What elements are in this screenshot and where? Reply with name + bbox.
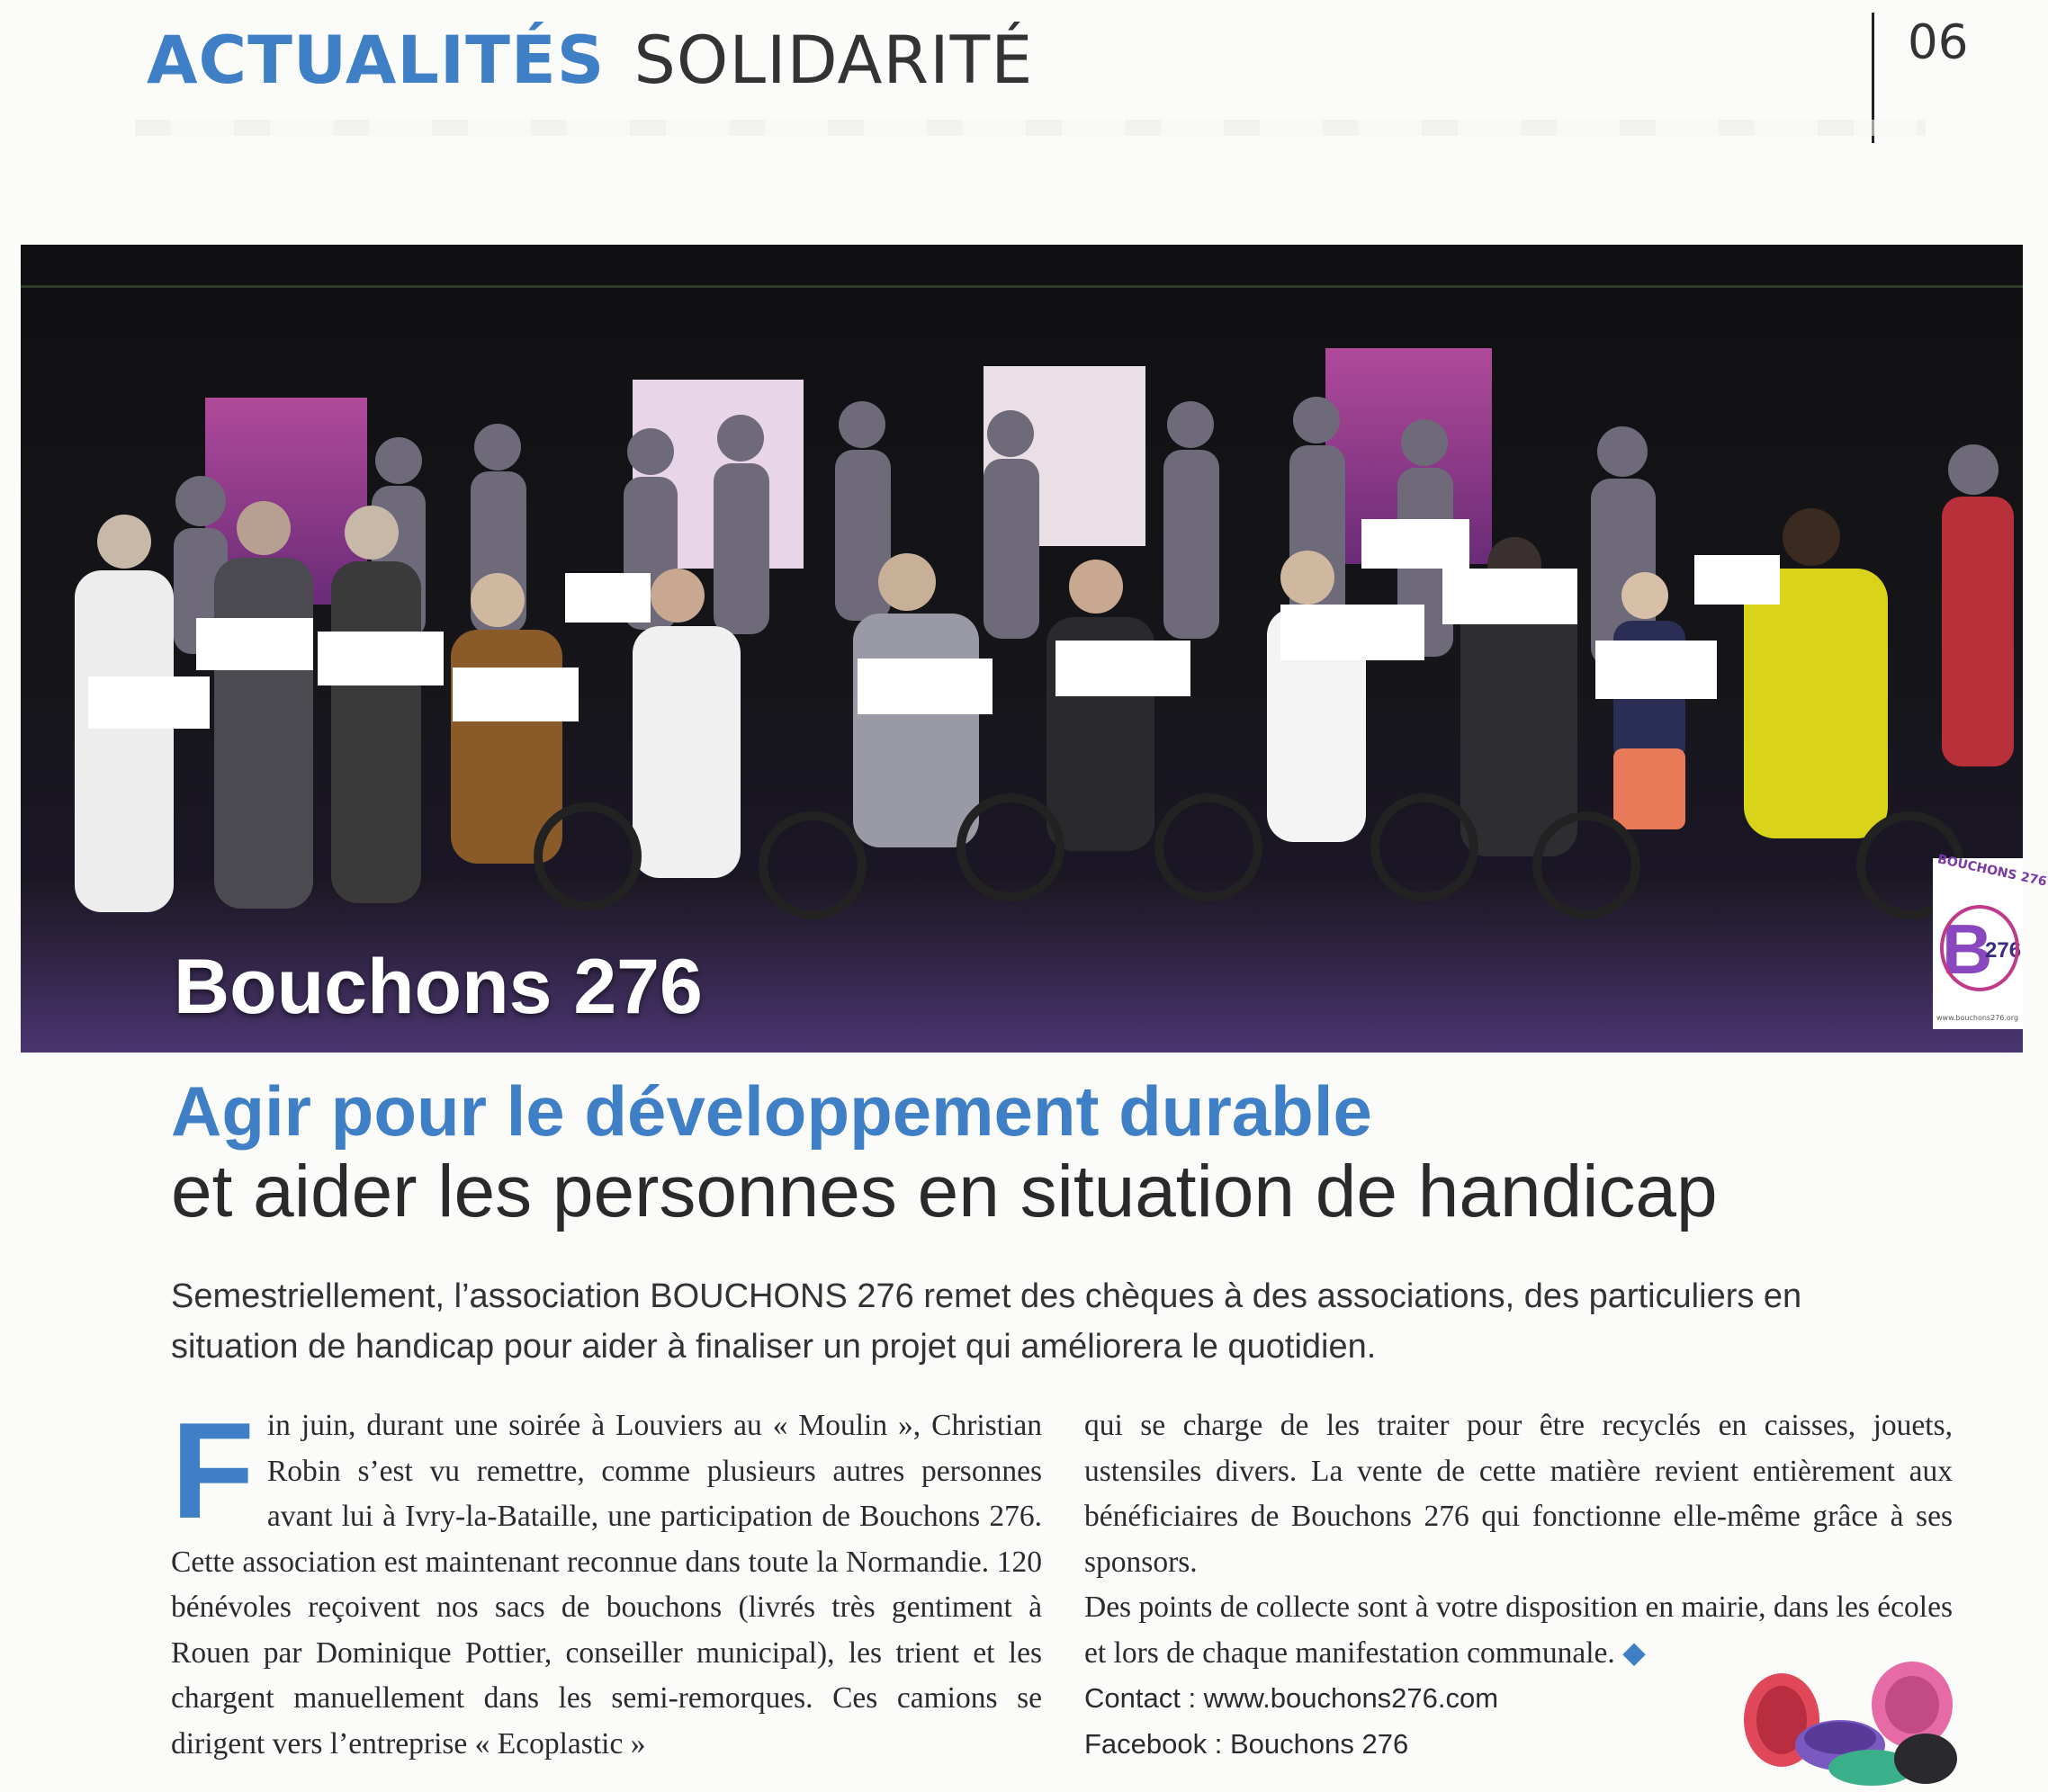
facebook-line[interactable]: Facebook : Bouchons 276: [1084, 1727, 1409, 1760]
bottle-caps-illustration: [1728, 1655, 1962, 1786]
stage-edge-line: [21, 285, 2023, 288]
section-keyword: ACTUALITÉS: [147, 22, 606, 99]
bouchons-276-logo: [1933, 852, 2048, 1029]
svg-text:276: 276: [1985, 938, 2022, 963]
page-number: 06: [1908, 15, 1969, 70]
article-intro: Semestriellement, l’association BOUCHONS 276 remet des chèques à des associations, des particuliers en situation de handicap pour aider à finaliser un projet qui améliorera le quotidien.: [171, 1277, 1802, 1366]
article-body-left: in juin, durant une soirée à Louviers au « Moulin », Christian Robin s’est vu remettre, comme plusieurs autres personnes avant lui à Ivry-la-Bataille, une participation de Bouchons 276. Cette association est maintenant reconnue dans toute la Normandie. 120 bénévoles reçoivent nos sacs de bouchons (livrés très gentiment à Rouen par Dominique Pottier, conseiller municipal), les trient et les chargent manuellement dans les semi-remorques. Ces camions se dirigent vers l’entreprise « Ecoplastic »: [171, 1409, 1042, 1761]
article-body-right-paragraph: Des points de collecte sont à votre disposition en mairie, dans les écoles et lors de chaque manifestation communale.: [1084, 1590, 1953, 1670]
show-through-text: [135, 120, 1926, 136]
section-subtitle: SOLIDARITÉ: [633, 22, 1034, 99]
logo-url: www.bouchons276.org: [1936, 1014, 2019, 1022]
section-title: [147, 16, 1033, 106]
article-subheadline: et aider les personnes en situation de handicap: [171, 1151, 1718, 1232]
article-column-left: [171, 1394, 1042, 1767]
group-photo-illustration: [21, 245, 2023, 1053]
photo-caption: Bouchons 276: [174, 944, 703, 1030]
contact-line[interactable]: Contact : www.bouchons276.com: [1084, 1682, 1499, 1714]
article-headline: Agir pour le développement durable: [171, 1071, 1372, 1151]
drop-cap: F: [171, 1394, 255, 1547]
article-body-right-paragraph: qui se charge de les traiter pour être recyclés en caisses, jouets, ustensiles divers. La vente de cette matière revient entièrement aux bénéficiaires de Bouchons 276 qui fonctionne elle-même grâce à ses sponsors.: [1084, 1409, 1953, 1579]
logo-mark: [1933, 858, 2023, 1029]
end-mark-icon: ◆: [1622, 1635, 1646, 1670]
group-photo: [21, 245, 2048, 1053]
svg-text:B: B: [1942, 909, 1993, 989]
logo-arc-text: BOUCHONS 276: [1936, 852, 2048, 890]
